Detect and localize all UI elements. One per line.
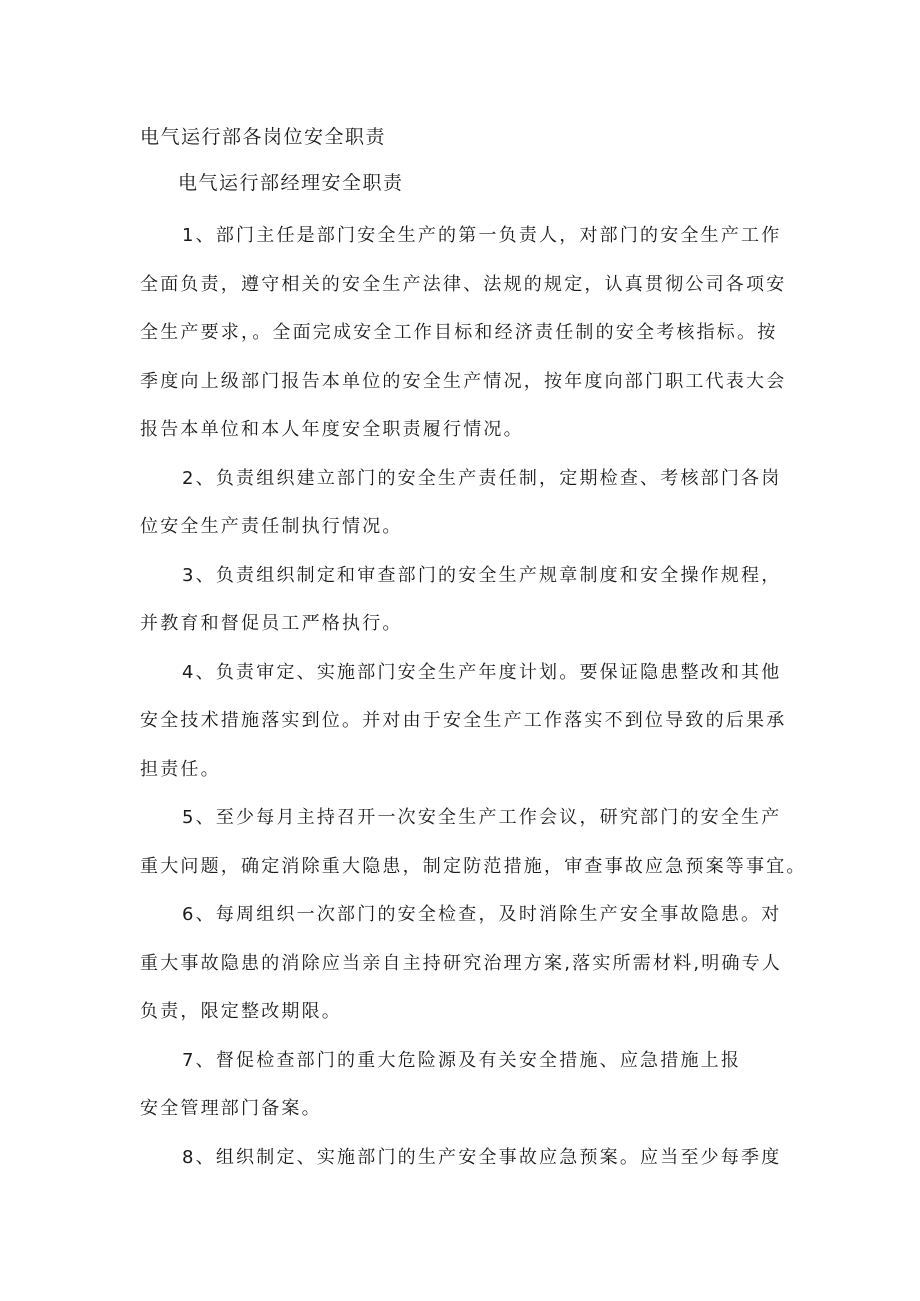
paragraph-item: [140, 1134, 790, 1183]
paragraph-line: 4、负责审定、实施部门安全生产年度计划。要保证隐患整改和其他: [182, 661, 782, 683]
paragraph-line: 季度向上级部门报告本单位的安全生产情况，按年度向部门职工代表大会: [140, 370, 787, 392]
paragraph-line: 重大事故隐患的消除应当亲自主持研究治理方案,落实所需材料,明确专人: [140, 952, 783, 974]
paragraph-line: 7、督促检查部门的重大危险源及有关安全措施、应急措施上报: [182, 1049, 742, 1071]
paragraph-line: 负责，限定整改期限。: [140, 1001, 342, 1022]
paragraph-line: 全生产要求，。全面完成安全工作目标和经济责任制的安全考核指标。按: [140, 322, 778, 343]
paragraph-line: 5、至少每月主持召开一次安全生产工作会议，研究部门的安全生产: [182, 807, 782, 828]
paragraph-line: 8、组织制定、实施部门的生产安全事故应急预案。应当至少每季度: [182, 1146, 782, 1168]
section-title: 电气运行部经理安全职责: [178, 172, 404, 194]
paragraph-line: 安全管理部门备案。: [140, 1098, 322, 1119]
paragraph-line: 重大问题，确定消除重大隐患，制定防范措施，审查事故应急预案等事宜。: [140, 855, 807, 877]
paragraph-line: 担责任。: [140, 758, 221, 780]
paragraph-line: 全面负责，遵守相关的安全生产法律、法规的规定，认真贯彻公司各项安: [140, 273, 787, 295]
paragraph-line: 1、部门主任是部门安全生产的第一负责人，对部门的安全生产工作: [182, 225, 782, 246]
paragraph-item: [140, 552, 790, 649]
paragraph-line: 3、负责组织制定和审查部门的安全生产规章制度和安全操作规程，: [182, 564, 782, 586]
paragraph-item: [140, 794, 807, 891]
document-body: [140, 120, 807, 1182]
document-title: 电气运行部各岗位安全职责: [140, 126, 387, 148]
paragraph-item: [140, 212, 790, 455]
paragraph-item: [140, 1037, 790, 1134]
paragraph-line: 2、负责组织建立部门的安全生产责任制，定期检查、考核部门各岗: [182, 467, 782, 489]
paragraph-line: 报告本单位和本人年度安全职责履行情况。: [140, 419, 524, 440]
paragraph-line: 并教育和督促员工严格执行。: [140, 613, 403, 634]
paragraph-line: 6、每周组织一次部门的安全检查，及时消除生产安全事故隐患。对: [182, 904, 782, 925]
paragraph-item: [140, 455, 790, 552]
paragraph-list: [140, 212, 807, 1182]
paragraph-item: [140, 649, 790, 795]
paragraph-line: 位安全生产责任制执行情况。: [140, 516, 403, 537]
paragraph-item: [140, 891, 790, 1037]
paragraph-line: 安全技术措施落实到位。并对由于安全生产工作落实不到位导致的后果承: [140, 710, 787, 731]
